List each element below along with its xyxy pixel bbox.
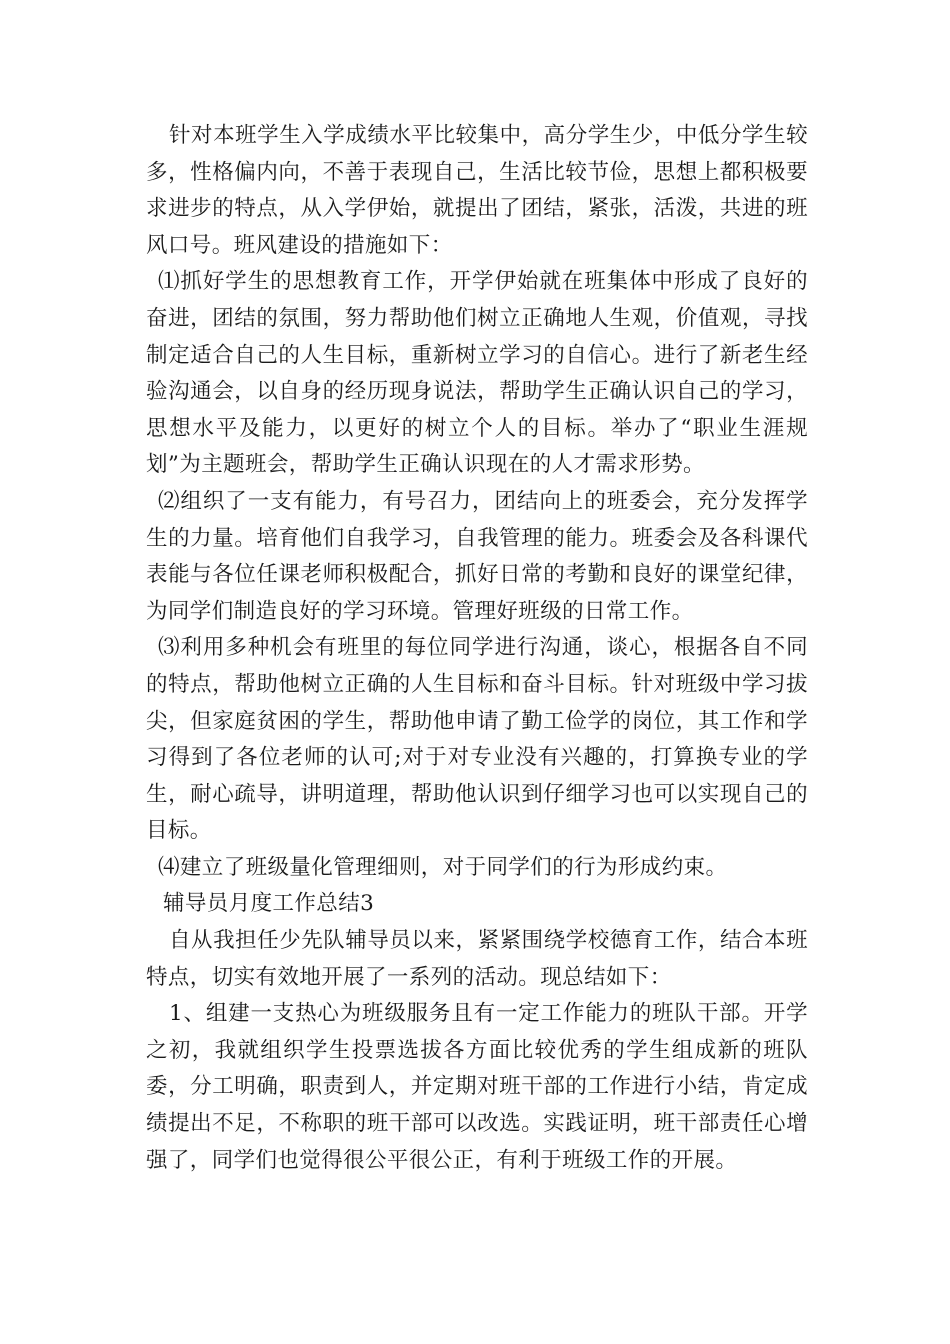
paragraph-point-1: 1、组建一支热心为班级服务且有一定工作能力的班队干部。开学之初，我就组织学生投票选拔各方面比较优秀的学生组成新的班队委，分工明确，职责到人，并定期对班干部的工作进行小结，肯定成绩提出不足，不称职的班干部可以改选。实践证明，班干部责任心增强了，同学们也觉得很公平很公正，有利于班级工作的开展。 bbox=[146, 1001, 808, 1173]
paragraph-item-2: ⑵组织了一支有能力，有号召力，团结向上的班委会，充分发挥学生的力量。培育他们自我学习，自我管理的能力。班委会及各科课代表能与各位任课老师积极配合，抓好日常的考勤和良好的课堂纪律，为同学们制造良好的学习环境。管理好班级的日常工作。 bbox=[146, 488, 808, 624]
paragraph-item-4: ⑷建立了班级量化管理细则，对于同学们的行为形成约束。 bbox=[158, 854, 728, 880]
paragraph-item-3: ⑶利用多种机会有班里的每位同学进行沟通，谈心，根据各自不同的特点，帮助他树立正确的人生目标和奋斗目标。针对班级中学习拔尖，但家庭贫困的学生，帮助他申请了勤工俭学的岗位，其工作和学习得到了各位老师的认可;对于对专业没有兴趣的，打算换专业的学生，耐心疏导，讲明道理，帮助他认识到仔细学习也可以实现自己的目标。 bbox=[146, 635, 808, 844]
paragraph-item-1: ⑴抓好学生的思想教育工作，开学伊始就在班集体中形成了良好的奋进，团结的氛围，努力帮助他们树立正确地人生观，价值观，寻找制定适合自己的人生目标，重新树立学习的自信心。进行了新老生经验沟通会，以自身的经历现身说法，帮助学生正确认识自己的学习，思想水平及能力，以更好的树立个人的目标。举办了“职业生涯规划”为主题班会，帮助学生正确认识现在的人才需求形势。 bbox=[146, 269, 808, 478]
section-heading: 辅导员月度工作总结3 bbox=[163, 891, 375, 917]
document-body bbox=[146, 118, 808, 1179]
paragraph-class-style: 针对本班学生入学成绩水平比较集中，高分学生少，中低分学生较多，性格偏内向，不善于表现自己，生活比较节俭，思想上都积极要求进步的特点，从入学伊始，就提出了团结，紧张，活泼，共进的班风口号。班风建设的措施如下： bbox=[146, 123, 808, 258]
paragraph-intro: 自从我担任少先队辅导员以来，紧紧围绕学校德育工作，结合本班特点，切实有效地开展了一系列的活动。现总结如下： bbox=[146, 928, 808, 990]
